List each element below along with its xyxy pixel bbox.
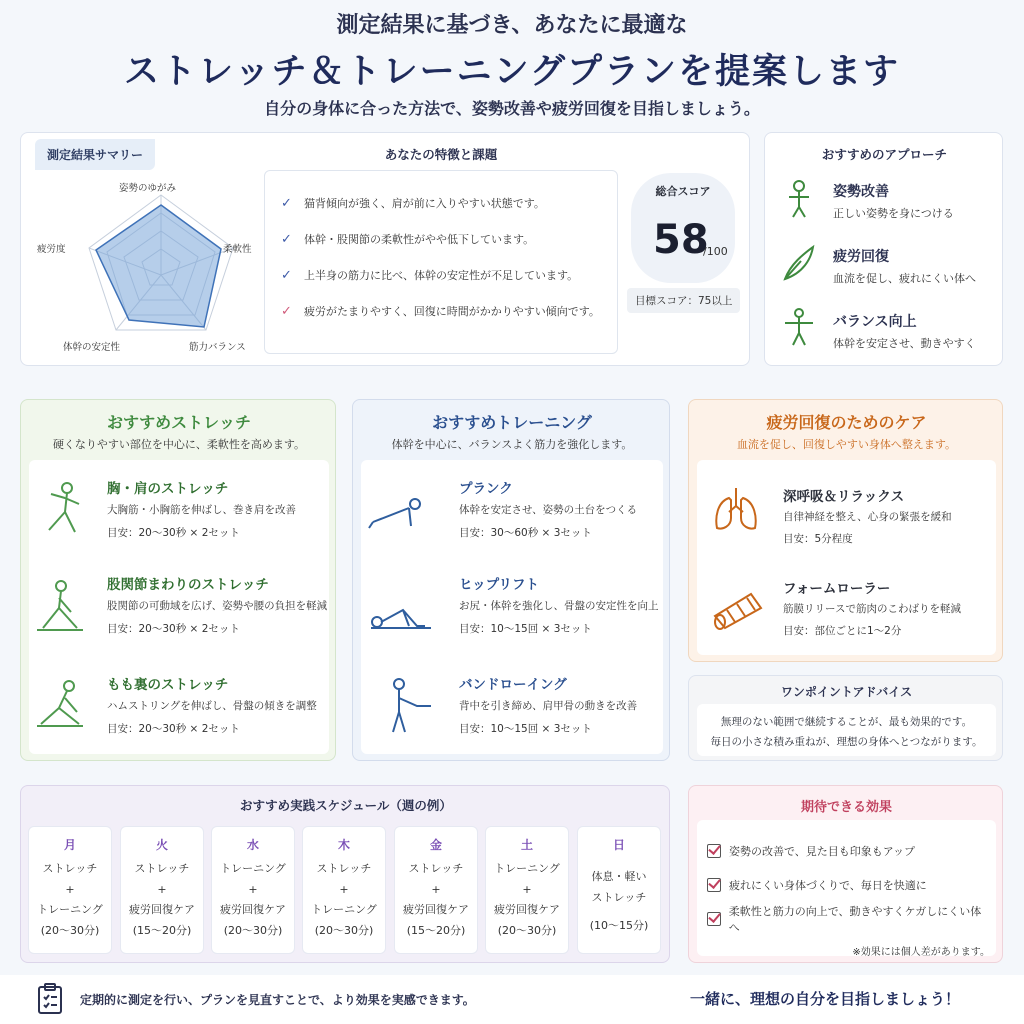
care-item-desc: 筋膜リリースで筋肉のこわばりを軽減 [783,603,961,615]
effect-item: 疲れにくい身体づくりで、毎日を快適に [707,868,986,902]
training-title: おすすめトレーニング [432,413,592,432]
stretch-item-guide: 目安：20〜30秒 × 2セット [107,623,240,635]
recovery-icon [781,243,817,283]
check-icon: ✓ [281,303,292,319]
checkbox-icon [707,878,721,892]
schedule-day-thu: 木 ストレッチ + トレーニング (20〜30分) [302,826,386,954]
training-card [352,399,670,761]
header-tagline: 自分の身体に合った方法で、姿勢改善や疲労回復を目指しましょう。 [264,99,760,118]
radar-label-posture: 姿勢のゆがみ [119,183,177,194]
header-subtitle: 測定結果に基づき、あなたに最適な [336,13,688,38]
training-item-desc: お尻・体幹を強化し、骨盤の安定性を向上 [459,600,659,612]
approach-card [764,132,1003,366]
balance-icon [781,307,817,347]
training-item-title: バンドローイング [459,677,567,693]
plank-icon [365,496,429,532]
training-item-desc: 体幹を安定させ、姿勢の土台をつくる [459,504,638,516]
issue-item: ✓ 体幹・股関節の柔軟性がやや低下しています。 [281,231,535,247]
approach-title-posture: 姿勢改善 [833,184,889,200]
approach-title-balance: バランス向上 [833,314,917,330]
issues-title: あなたの特徴と課題 [384,147,498,162]
radar-label-strength: 筋力バランス [189,342,246,353]
chest-stretch-icon [39,480,85,536]
stretch-item-title: もも裏のストレッチ [107,677,229,693]
posture-icon [781,179,817,219]
schedule-title: おすすめ実践スケジュール（週の例） [240,798,452,813]
approach-desc-balance: 体幹を安定させ、動きやすく [833,337,976,350]
training-desc: 体幹を中心に、バランスよく筋力を強化します。 [391,438,633,451]
score-max: /100 [703,245,728,258]
schedule-day-wed: 水 トレーニング + 疲労回復ケア (20〜30分) [211,826,295,954]
stretch-item-desc: 大胸筋・小胸筋を伸ばし、巻き肩を改善 [107,504,296,516]
summary-tab: 測定結果サマリー [35,139,155,170]
stretch-item-guide: 目安：20〜30秒 × 2セット [107,723,240,735]
effects-note: ※効果には個人差があります。 [852,947,990,958]
score-value: 58 [653,217,709,263]
score-panel [631,173,735,283]
advice-card [688,675,1003,761]
target-score: 目標スコア：75以上 [627,288,740,313]
training-item-guide: 目安：10〜15回 × 3セット [459,623,592,635]
stretch-item-desc: 股関節の可動域を広げ、姿勢や腰の負担を軽減 [107,600,328,612]
care-item-title: 深呼吸＆リラックス [783,489,905,505]
training-item-desc: 背中を引き締め、肩甲骨の動きを改善 [459,700,638,712]
footer-left-text: 定期的に測定を行い、プランを見直すことで、より効果を実感できます。 [80,993,475,1007]
radar-label-fatigue: 疲労度 [37,244,66,255]
effects-card [688,785,1003,963]
care-item-guide: 目安：部位ごとに1〜2分 [783,625,902,637]
schedule-day-tue: 火 ストレッチ + 疲労回復ケア (15〜20分) [120,826,204,954]
check-icon: ✓ [281,195,292,211]
stretch-item-desc: ハムストリングを伸ばし、骨盤の傾きを調整 [107,700,317,712]
training-item-title: ヒップリフト [459,577,540,593]
advice-body [697,704,996,756]
radar-label-core: 体幹の安定性 [63,342,121,353]
advice-line-2: 毎日の小さな積み重ねが、理想の身体へとつながります。 [710,736,983,748]
effects-list [697,820,996,956]
training-item-guide: 目安：30〜60秒 × 3セット [459,527,592,539]
clipboard-icon [36,983,64,1015]
stretch-item-title: 股関節まわりのストレッチ [107,577,269,593]
page-title: ストレッチ＆トレーニングプランを提案します [124,52,900,92]
score-label: 総合スコア [655,185,711,198]
approach-title-recovery: 疲労回復 [833,249,889,265]
stretch-desc: 硬くなりやすい部位を中心に、柔軟性を高めます。 [52,438,306,451]
effect-item: 姿勢の改善で、見た目も印象もアップ [707,834,986,868]
schedule-day-fri: 金 ストレッチ + 疲労回復ケア (15〜20分) [394,826,478,954]
check-icon: ✓ [281,267,292,283]
approach-desc-recovery: 血流を促し、疲れにくい体へ [833,272,976,285]
training-item-title: プランク [459,481,513,497]
issues-box [264,170,618,354]
hip-stretch-icon [35,578,85,634]
stretch-item-guide: 目安：20〜30秒 × 2セット [107,527,240,539]
lungs-icon [711,484,761,534]
effect-item: 柔軟性と筋力の向上で、動きやすくケガしにくい体へ [707,902,986,936]
hamstring-stretch-icon [35,678,85,730]
schedule-day-mon: 月 ストレッチ + トレーニング (20〜30分) [28,826,112,954]
approach-desc-posture: 正しい姿勢を身につける [833,207,954,220]
issue-item: ✓ 上半身の筋力に比べ、体幹の安定性が不足しています。 [281,267,579,283]
checkbox-icon [707,844,721,858]
care-title: 疲労回復のためのケア [766,413,927,432]
effects-title: 期待できる効果 [800,800,892,815]
advice-title: ワンポイントアドバイス [780,685,913,699]
hip-lift-icon [369,596,433,632]
checkbox-icon [707,912,721,926]
advice-line-1: 無理のない範囲で継続することが、最も効果的です。 [720,716,973,728]
schedule-day-sat: 土 トレーニング + 疲労回復ケア (20〜30分) [485,826,569,954]
care-item-title: フォームローラー [783,581,891,597]
approach-title: おすすめのアプローチ [821,147,948,162]
training-item-guide: 目安：10〜15回 × 3セット [459,723,592,735]
summary-card [20,132,750,366]
issue-item: ✓ 疲労がたまりやすく、回復に時間がかかりやすい傾向です。 [281,303,600,319]
stretch-card [20,399,336,761]
schedule-day-sun: 日 体息・軽い ストレッチ (10〜15分) [577,826,661,954]
stretch-item-title: 胸・肩のストレッチ [107,481,229,497]
check-icon: ✓ [281,231,292,247]
care-item-guide: 目安：5分程度 [783,533,853,545]
foam-roller-icon [707,586,767,630]
care-card [688,399,1003,662]
radar-label-flexibility: 柔軟性 [223,244,252,255]
stretch-title: おすすめストレッチ [106,413,251,432]
footer-right-text: 一緒に、理想の自分を目指しましょう！ [690,990,961,1008]
band-row-icon [383,676,433,736]
radar-chart [71,185,241,345]
footer [0,975,1024,1024]
care-item-desc: 自律神経を整え、心身の緊張を緩和 [783,511,952,523]
issue-item: ✓ 猫背傾向が強く、肩が前に入りやすい状態です。 [281,195,545,211]
care-desc: 血流を促し、回復しやすい身体へ整えます。 [736,438,957,451]
